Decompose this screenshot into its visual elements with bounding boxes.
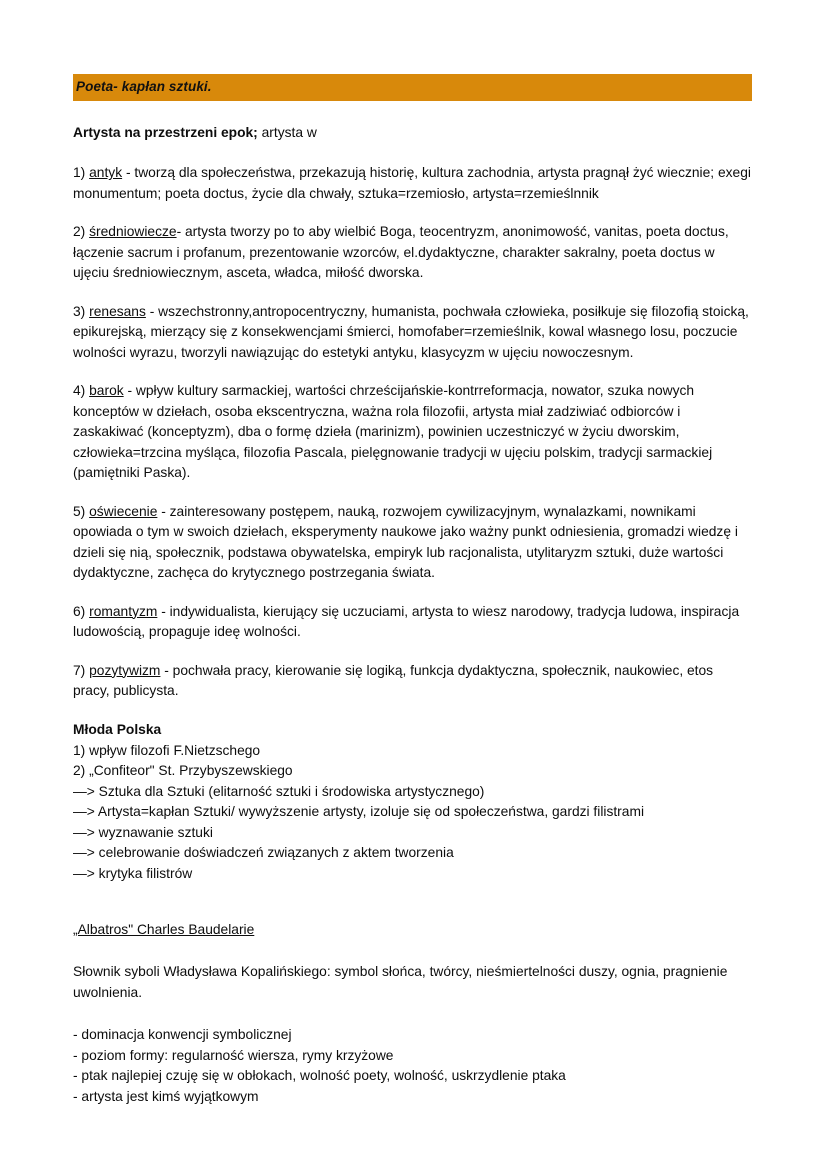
albatros-paragraph: Słownik syboli Władysława Kopalińskiego: symbol słońca, twórcy, nieśmiertelności duszy, ognia, pragnienie uwolnienia. bbox=[73, 964, 728, 1000]
epoch-body-1: - tworzą dla społeczeństwa, przekazują historię, kultura zachodnia, artysta pragnął żyć wiecznie; exegi monumentum; poeta doctus, życie dla chwały, sztuka=rzemiosło, artysta=rzemieślnnik bbox=[73, 165, 751, 201]
epoch-paragraph-6 bbox=[73, 602, 753, 643]
epoch-number-4: 4) bbox=[73, 383, 86, 398]
epoch-paragraph-5 bbox=[73, 502, 753, 584]
epoch-number-2: 2) bbox=[73, 224, 86, 239]
epoch-keyword-5: oświecenie bbox=[89, 503, 158, 519]
albatros-bullet-list bbox=[73, 1025, 753, 1107]
lead-rest-text: artysta w bbox=[257, 125, 317, 140]
paragraph-spacer bbox=[73, 1003, 753, 1025]
epoch-paragraph-1 bbox=[73, 163, 753, 204]
section-spacer bbox=[73, 884, 753, 920]
epoch-body-2: - artysta tworzy po to aby wielbić Boga, teocentryzm, anonimowość, vanitas, poeta doctus, łączenie sacrum i profanum, prezentowanie wzorców, el.dydaktyczne, charakter sakralny, poeta doctus w ujęciu średniowiecznym, asceta, władca, miłość dworska. bbox=[73, 224, 729, 280]
list-item: —> krytyka filistrów bbox=[73, 865, 193, 881]
epoch-keyword-7: pozytywizm bbox=[89, 662, 161, 678]
epoch-body-7: - pochwała pracy, kierowanie się logiką, funkcja dydaktyczna, społecznik, naukowiec, etos pracy, publicysta. bbox=[73, 662, 714, 698]
list-item: —> Sztuka dla Sztuki (elitarność sztuki i środowiska artystycznego) bbox=[73, 783, 485, 799]
epoch-number-5: 5) bbox=[73, 503, 86, 519]
document-title-banner bbox=[73, 74, 752, 101]
epoch-keyword-1: antyk bbox=[89, 165, 123, 180]
list-item: - dominacja konwencji symbolicznej bbox=[73, 1027, 292, 1042]
epoch-number-6: 6) bbox=[73, 603, 86, 619]
epoch-body-6: - indywidualista, kierujący się uczuciami, artysta to wiesz narodowy, tradycja ludowa, inspiracja ludowością, propaguje ideę wolności. bbox=[73, 603, 740, 639]
epoch-body-5: - zainteresowany postępem, nauką, rozwojem cywilizacyjnym, wynalazkami, nownikami opowiada o tym w swoich dziełach, eksperymenty naukowe jako ważny punkt odniesienia, gromadzi wiedzę i dzieli się nią, społecznik, podstawa obywatelska, empiryk lub racjonalista, utylitaryzm sztuki, duże wartości dydaktyczne, zachęca do krytycznego postrzegania świata. bbox=[73, 503, 738, 580]
list-item: - ptak najlepiej czuję się w obłokach, wolność poety, wolność, uskrzydlenie ptaka bbox=[73, 1068, 566, 1083]
epoch-body-4: - wpływ kultury sarmackiej, wartości chrześcijańskie-kontrreformacja, nowator, szuka nowych konceptów w dziełach, osoba ekscentryczna, ważna rola filozofii, artysta miał zadziwiać odbiorców i zaskakiwać (konceptyzm), dba o formę dzieła (marinizm), powinien uczestniczyć w życiu dworskim, człowieka=trzcina myśląca, filozofia Pascala, pielęgnowanie tradycji w ujęciu polskim, tradycji sarmackiej (pamiętniki Paska). bbox=[73, 383, 713, 480]
list-item: 2) „Confiteor" St. Przybyszewskiego bbox=[73, 763, 293, 778]
page-title: Poeta- kapłan sztuki. bbox=[76, 79, 212, 94]
list-item: - poziom formy: regularność wiersza, rymy krzyżowe bbox=[73, 1047, 394, 1063]
list-item: —> Artysta=kapłan Sztuki/ wywyższenie artysty, izoluje się od społeczeństwa, gardzi filistrami bbox=[73, 804, 645, 819]
heading-spacer bbox=[73, 940, 753, 962]
document-content bbox=[73, 74, 753, 1107]
list-item: 1) wpływ filozofi F.Nietzschego bbox=[73, 742, 261, 758]
epoch-paragraph-2 bbox=[73, 222, 753, 284]
epoch-paragraph-4 bbox=[73, 381, 753, 484]
epoch-keyword-6: romantyzm bbox=[89, 603, 158, 619]
epoch-paragraph-7 bbox=[73, 661, 753, 702]
epoch-number-7: 7) bbox=[73, 662, 86, 678]
epoch-keyword-2: średniowiecze bbox=[89, 224, 177, 239]
section-heading-albatros: „Albatros" Charles Baudelarie bbox=[73, 922, 255, 937]
lead-paragraph bbox=[73, 123, 753, 143]
epoch-number-3: 3) bbox=[73, 303, 86, 319]
list-item: —> wyznawanie sztuki bbox=[73, 824, 213, 840]
section-heading-mloda-polska: Młoda Polska bbox=[73, 721, 162, 737]
epoch-keyword-3: renesans bbox=[89, 303, 146, 319]
list-item: - artysta jest kimś wyjątkowym bbox=[73, 1088, 259, 1104]
mloda-polska-list bbox=[73, 741, 753, 885]
epoch-paragraph-3 bbox=[73, 302, 753, 364]
epoch-keyword-4: barok bbox=[89, 383, 124, 398]
lead-bold-text: Artysta na przestrzeni epok; bbox=[73, 125, 258, 140]
list-item: —> celebrowanie doświadczeń związanych z aktem tworzenia bbox=[73, 845, 454, 860]
epoch-number-1: 1) bbox=[73, 165, 86, 180]
epoch-body-3: - wszechstronny,antropocentryczny, humanista, pochwała człowieka, posiłkuje się filozofią stoicką, epikurejską, mierzący się z konsekwencjami śmierci, homofaber=rzemieślnik, kowal własnego losu, poczucie wolności wyrazu, tworzyli nawiązując do estetyki antyku, klasycyzm w ujęciu nowoczesnym. bbox=[73, 303, 749, 360]
